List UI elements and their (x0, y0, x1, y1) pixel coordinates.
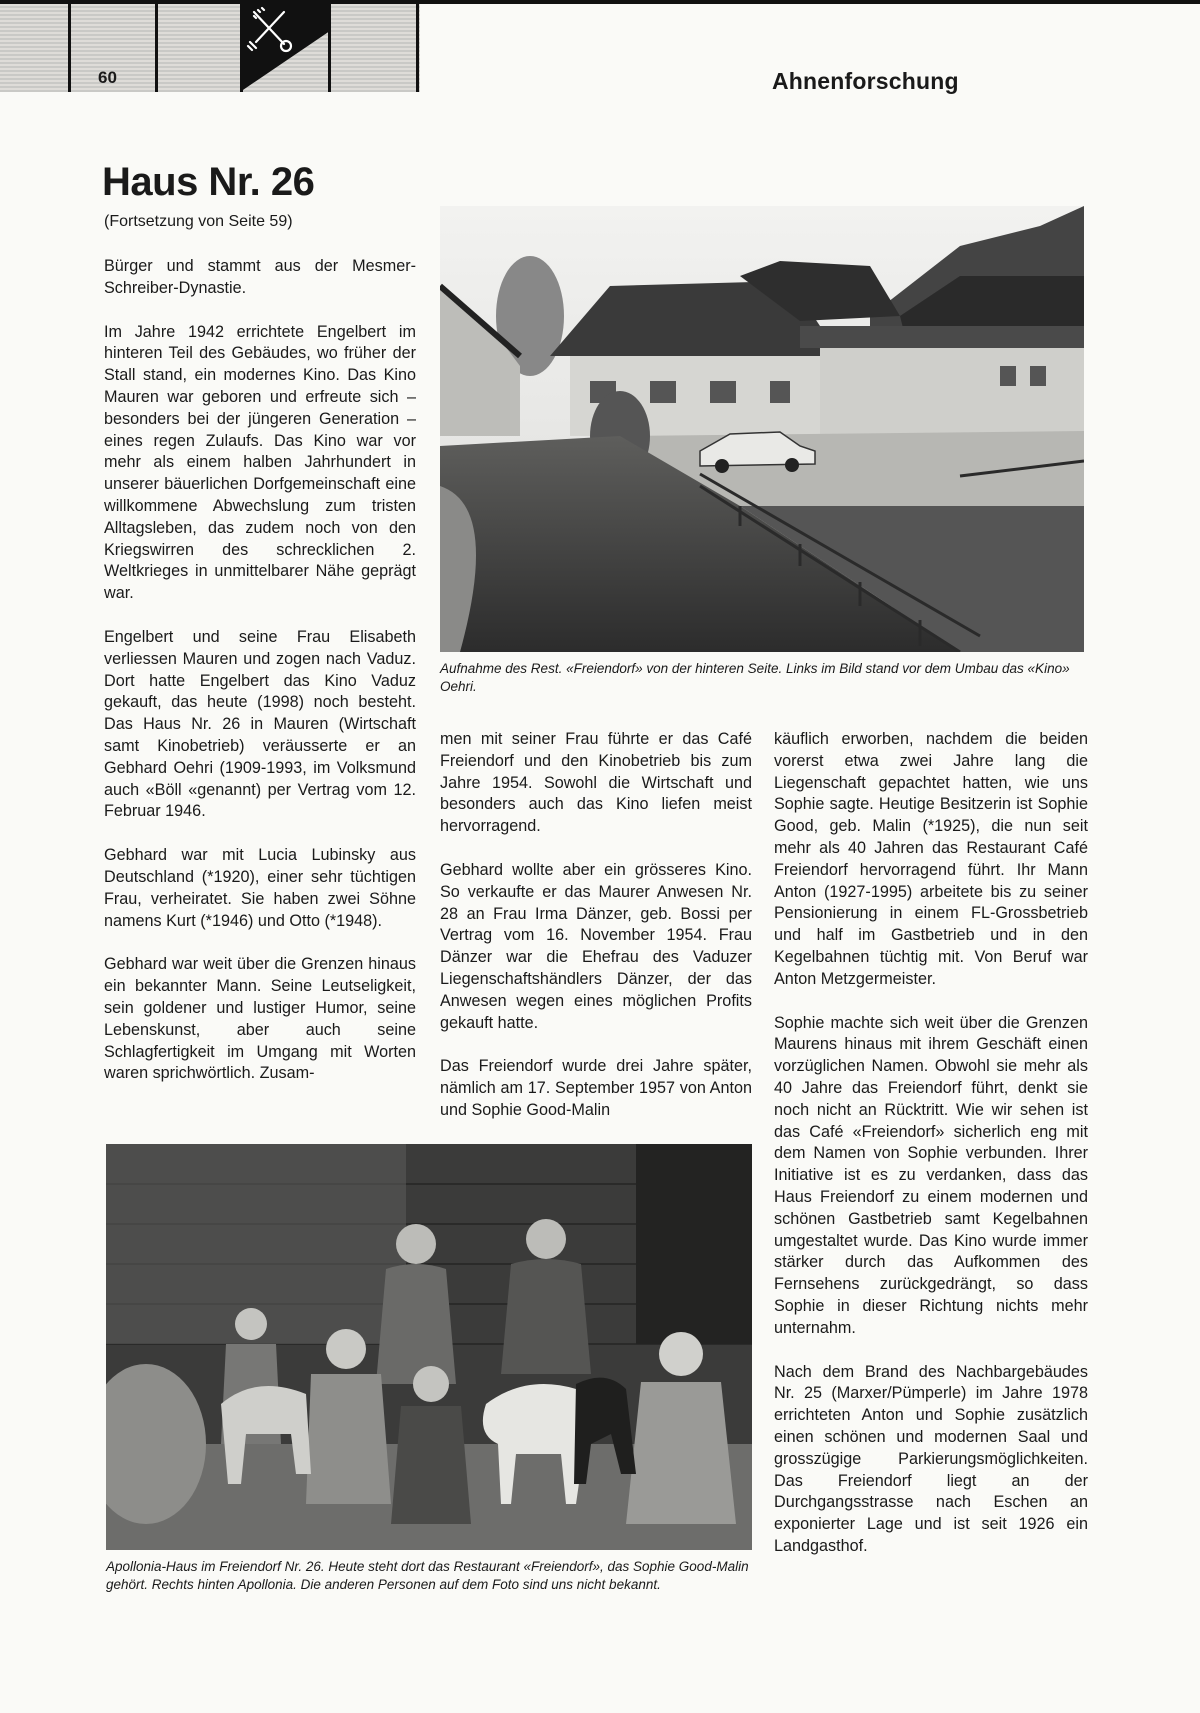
photo-caption: Aufnahme des Rest. «Freiendorf» von der hinteren Seite. Links im Bild stand vor dem Umbau das «Kino» Oehri. (440, 661, 1070, 694)
text-column-2 (440, 729, 752, 1144)
paragraph: Gebhard war mit Lucia Lubinsky aus Deutschland (*1920), einer sehr tüchtigen Frau, verheiratet. Sie haben zwei Söhne namens Kurt (*1946) und Otto (*1948). (104, 846, 416, 930)
header-divider (155, 0, 158, 92)
paragraph: Im Jahre 1942 errichtete Engelbert im hinteren Teil des Gebäudes, wo früher der Stall stand, ein modernes Kino. Das Kino Mauren war geboren und erfreute sich – besonders bei der jüngeren Generation – eines regen Zulaufs. Das Kino war vor mehr als einem halben Jahrhundert in unserer bäuerlichen Dorfgemeinschaft eine willkommene Abwechslung zum tristen Alltagsleben, das zudem noch von den Kriegswirren des schrecklichen 2. Weltkrieges in unmittelbarer Nähe geprägt war. (104, 322, 416, 603)
header-divider (328, 0, 331, 92)
header-divider (416, 0, 419, 92)
paragraph: Bürger und stammt aus der Mesmer-Schreiber-Dynastie. (104, 257, 416, 297)
photo-caption: Apollonia-Haus im Freiendorf Nr. 26. Heute steht dort das Restaurant «Freiendorf», das Sophie Good-Malin gehört. Rechts hinten Apollonia. Die anderen Personen auf dem Foto sind uns nicht bekannt. (106, 1559, 749, 1592)
restaurant-photo-image (440, 206, 1084, 652)
paragraph: Sophie machte sich weit über die Grenzen Maurens hinaus mit ihrem Geschäft einen vorzüglichen Namen. Obwohl sie mehr als 40 Jahre das Freiendorf führt, denkt sie noch nicht an Rücktritt. Wie wir sehen ist das Café «Freiendorf» sicherlich eng mit dem Namen von Sophie verbunden. Ihrer Initiative ist es zu verdanken, dass das Haus Freiendorf zu einem modernen und schönen Gastbetrieb samt Kegelbahnen umgestaltet wurde. Das Kino wurde immer stärker durch das Aufkommen des Fernsehens zurückgedrängt, so dass Sophie in dieser Richtung nichts mehr unternahm. (774, 1013, 1088, 1337)
paragraph: Gebhard wollte aber ein grösseres Kino. So verkaufte er das Maurer Anwesen Nr. 28 an Frau Irma Dänzer, geb. Bossi per Vertrag vom 16. November 1954. Frau Dänzer war die Ehefrau des Vaduzer Liegenschaftshändlers Dänzer, der das Anwesen wegen eines möglichen Profits gekauft hatte. (440, 860, 752, 1032)
text-column-3 (774, 729, 1088, 1580)
paragraph: Das Freiendorf wurde drei Jahre später, nämlich am 17. September 1957 von Anton und Sophie Good-Malin (440, 1057, 752, 1119)
historic-photo (106, 1144, 752, 1550)
paragraph: Engelbert und seine Frau Elisabeth verliessen Mauren und zogen nach Vaduz. Dort hatte Engelbert das Kino Vaduz gekauft, das heute (1998) noch besteht. Das Haus Nr. 26 in Mauren (Wirtschaft samt Kinobetrieb) veräusserte er an Gebhard Oehri (1909-1993, im Volksmund auch «Böll «genannt) per Vertrag vom 12. Februar 1946. (104, 627, 416, 821)
section-title: Ahnenforschung (772, 68, 959, 94)
article-title: Haus Nr. 26 (102, 160, 315, 204)
paragraph: käuflich erworben, nachdem die beiden vorerst etwa zwei Jahre lang die Liegenschaft gepachtet hatten, wie uns Sophie sagte. Heutige Besitzerin ist Sophie Good, geb. Malin (*1925), die nun seit mehr als 40 Jahren das Restaurant Café Freiendorf hervorragend führt. Ihr Mann Anton (1927-1995) arbeitete bis zu seiner Pensionierung in einem FL-Grossbetrieb und half im Gastbetrieb und in den Kegelbahnen tüchtig mit. Von Beruf war Anton Metzgermeister. (774, 730, 1088, 988)
crossed-tools-icon (244, 4, 296, 56)
page-number: 60 (98, 68, 117, 87)
paragraph: Nach dem Brand des Nachbargebäudes Nr. 25 (Marxer/Pümperle) im Jahre 1978 errichteten Anton und Sophie zusätzlich einen schönen und modernen Saal und grosszügige Parkierungsmöglichkeiten. Das Freiendorf liegt an der Durchgangsstrasse nach Eschen an exponierter Lage und ist seit 1926 ein Landgasthof. (774, 1362, 1088, 1555)
text-column-1 (104, 256, 416, 1107)
paragraph: men mit seiner Frau führte er das Café Freiendorf und den Kinobetrieb bis zum Jahre 1954. Sowohl die Wirtschaft und besonders auch das Kino liefen meist hervorragend. (440, 730, 752, 836)
header-divider (68, 0, 71, 92)
page-header (0, 0, 1200, 92)
restaurant-photo (440, 206, 1084, 652)
historic-photo-image (106, 1144, 752, 1550)
header-rule (0, 0, 1200, 4)
paragraph: Gebhard war weit über die Grenzen hinaus ein bekannter Mann. Seine Leutseligkeit, sein goldener und lustiger Humor, seine Lebenskunst, aber auch seine Schlagfertigkeit im Umgang mit Worten waren sprichwörtlich. Zusam- (104, 955, 416, 1083)
article-subtitle: (Fortsetzung von Seite 59) (104, 213, 293, 230)
header-band (0, 0, 420, 92)
